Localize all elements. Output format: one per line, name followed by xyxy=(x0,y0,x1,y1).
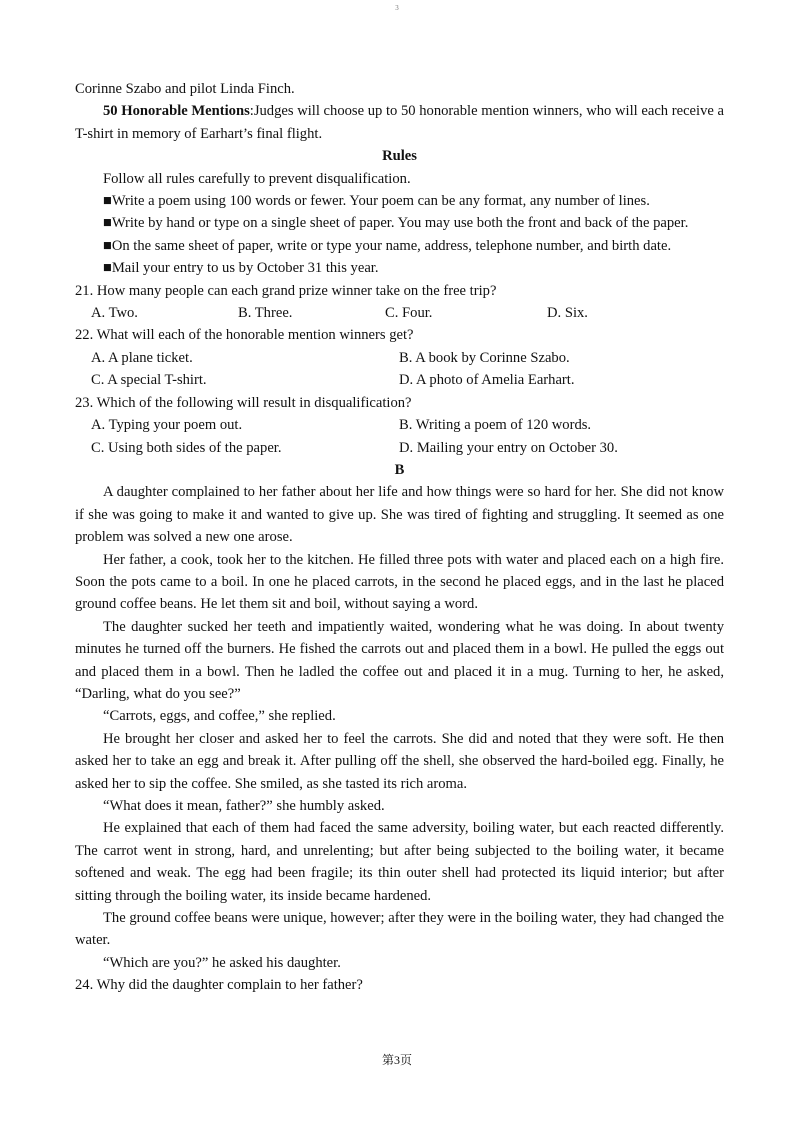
question-21-options xyxy=(75,302,724,324)
passage-paragraph: The ground coffee beans were unique, however; after they were in the boiling water, they had changed the water. xyxy=(75,910,724,949)
option-c: C. Four. xyxy=(385,305,433,322)
page-marker: 3 xyxy=(395,4,399,12)
question-21: 21. How many people can each grand prize winner take on the free trip? xyxy=(75,282,497,299)
question-23: 23. Which of the following will result in disqualification? xyxy=(75,394,412,411)
passage-paragraph: The daughter sucked her teeth and impatiently waited, wondering what he was doing. In about twenty minutes he turned off the burners. He fished the carrots out and placed them in a bowl. He pulled the eggs out and placed them in a bowl. Then he ladled the coffee out and placed it in a mug. Turning to her, he asked, “Darling, what do you see?” xyxy=(75,618,724,702)
question-24: 24. Why did the daughter complain to her father? xyxy=(75,977,363,994)
option-c: C. Using both sides of the paper. xyxy=(91,439,282,456)
passage-paragraph: He explained that each of them had faced the same adversity, boiling water, but each reacted differently. The carrot went in strong, hard, and unrelenting; but after being subjected to the boiling water, it became softened and weak. The egg had been fragile; its thin outer shell had protected its liquid interior; but after sitting through the boiling water, its inside became hardened. xyxy=(75,820,724,904)
option-a: A. Two. xyxy=(91,305,138,322)
question-22: 22. What will each of the honorable mention winners get? xyxy=(75,327,414,344)
question-23-options-row2 xyxy=(75,437,724,459)
document-body xyxy=(75,78,724,997)
rule-item: ■Mail your entry to us by October 31 this year. xyxy=(103,260,379,277)
option-d: D. A photo of Amelia Earhart. xyxy=(399,372,575,389)
rules-title: Rules xyxy=(382,148,417,165)
passage-paragraph: Her father, a cook, took her to the kitchen. He filled three pots with water and placed each on a high fire. Soon the pots came to a boil. In one he placed carrots, in the second he placed eggs, and in the last he placed ground coffee beans. He let them sit and boil, without saying a word. xyxy=(75,551,724,613)
question-22-options-row1 xyxy=(75,347,724,369)
section-b-title: B xyxy=(394,461,405,478)
option-a: A. A plane ticket. xyxy=(91,349,193,366)
rule-item: ■Write a poem using 100 words or fewer. Your poem can be any format, any number of lines. xyxy=(103,193,650,210)
passage-paragraph: A daughter complained to her father about her life and how things were so hard for her. She did not know if she was going to make it and wanted to give up. She was tired of fighting and struggling. It seemed as one problem was solved a new one arose. xyxy=(75,484,724,546)
question-22-options-row2 xyxy=(75,369,724,391)
option-d: D. Mailing your entry on October 30. xyxy=(399,439,618,456)
option-c: C. A special T-shirt. xyxy=(91,372,207,389)
honorable-mentions-paragraph xyxy=(75,100,724,145)
option-b: B. A book by Corinne Szabo. xyxy=(399,349,570,366)
honorable-label: 50 Honorable Mentions xyxy=(103,103,250,120)
rules-intro: Follow all rules carefully to prevent disqualification. xyxy=(103,170,411,187)
passage-paragraph: “Which are you?” he asked his daughter. xyxy=(103,954,341,971)
page-number: 第3页 xyxy=(381,1053,412,1067)
rule-item: ■Write by hand or type on a single sheet of paper. You may use both the front and back of the paper. xyxy=(103,215,689,232)
option-b: B. Writing a poem of 120 words. xyxy=(399,417,592,434)
option-d: D. Six. xyxy=(547,305,588,322)
intro-line: Corinne Szabo and pilot Linda Finch. xyxy=(75,81,295,97)
passage-paragraph: “What does it mean, father?” she humbly asked. xyxy=(103,798,385,814)
rule-item: ■On the same sheet of paper, write or type your name, address, telephone number, and birth date. xyxy=(103,237,672,254)
passage-paragraph: He brought her closer and asked her to feel the carrots. She did and noted that they were soft. He then asked her to take an egg and break it. After pulling off the shell, she observed the hard-boiled egg. Finally, he asked her to sip the coffee. She smiled, as she tasted its rich aroma. xyxy=(75,730,724,792)
option-a: A. Typing your poem out. xyxy=(91,417,243,434)
question-23-options-row1 xyxy=(75,414,724,436)
option-b: B. Three. xyxy=(238,305,293,322)
passage-paragraph: “Carrots, eggs, and coffee,” she replied. xyxy=(103,708,336,725)
honorable-text: :Judges will choose up to 50 honorable mention winners, who will each receive a T-shirt in memory of Earhart’s final flight. xyxy=(75,103,724,142)
